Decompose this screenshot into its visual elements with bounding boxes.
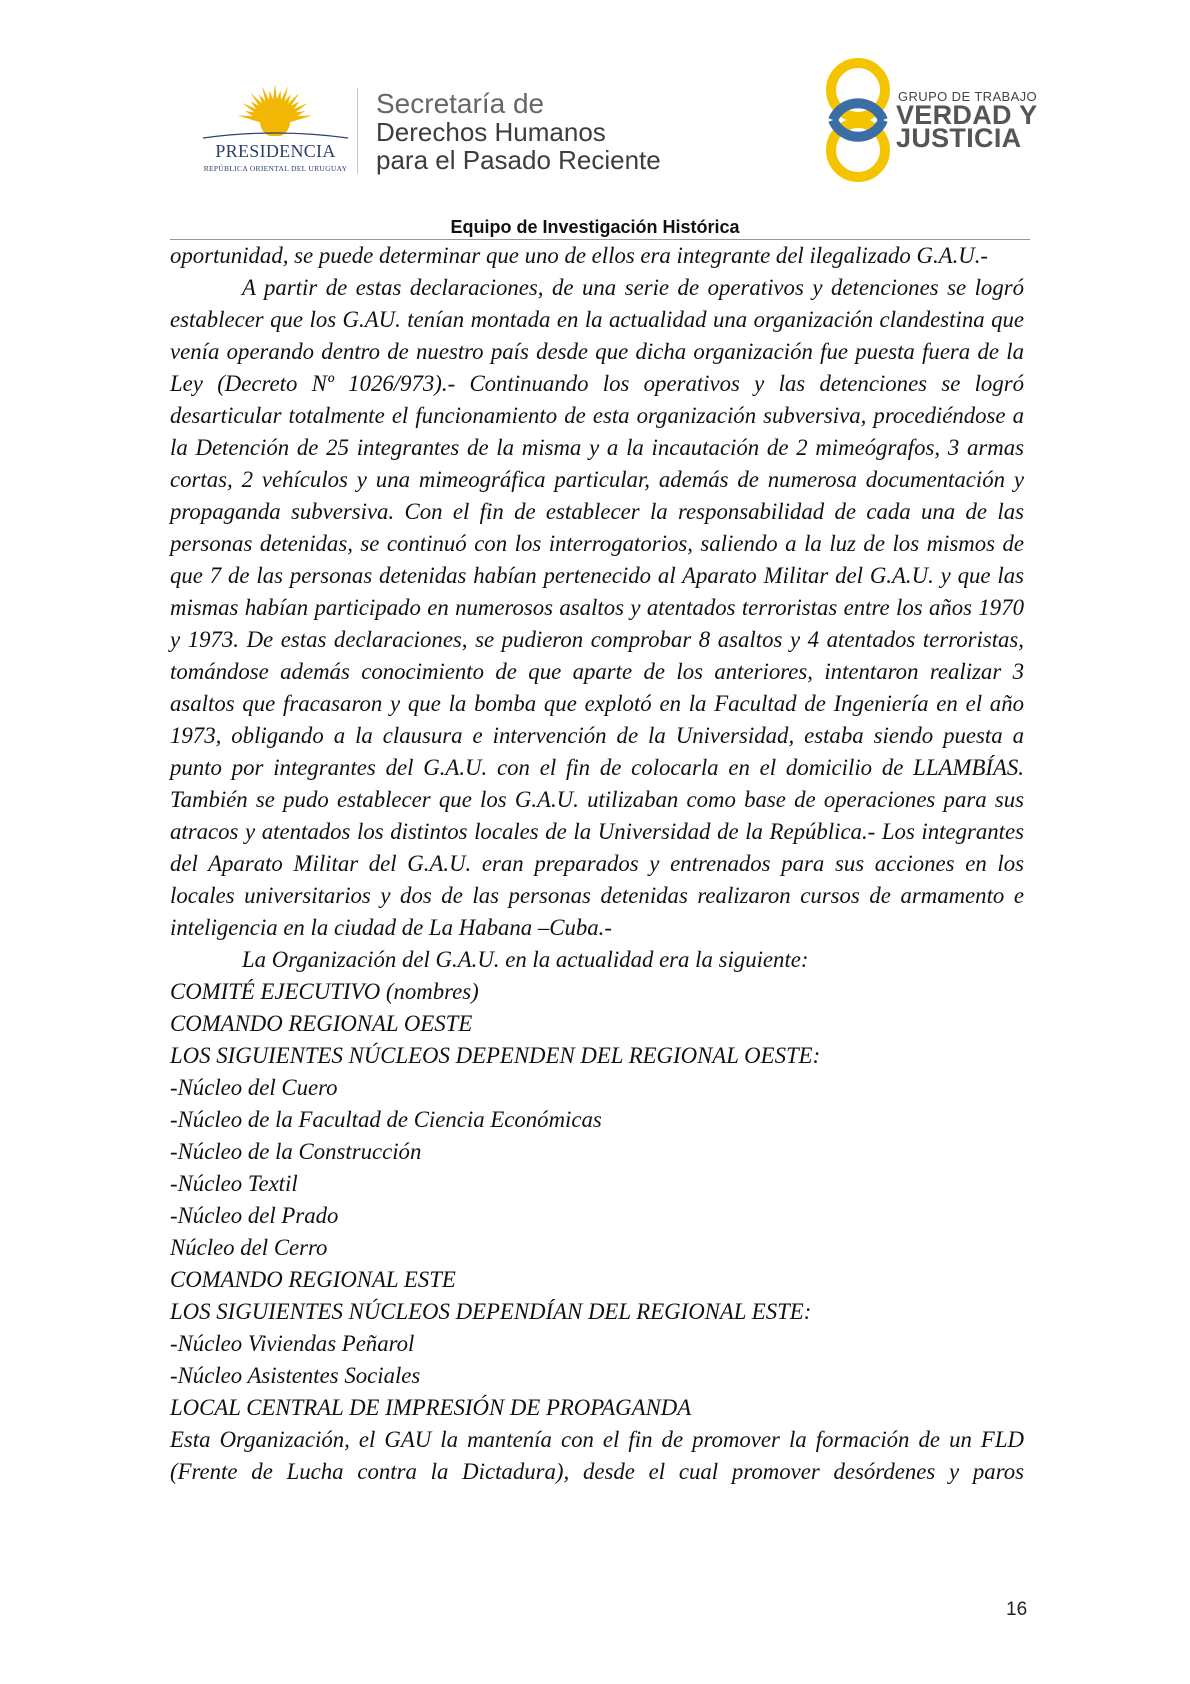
header-divider	[357, 88, 358, 174]
presidencia-sublabel: REPÚBLICA ORIENTAL DEL URUGUAY	[203, 164, 348, 173]
page-title: Equipo de Investigación Histórica	[450, 217, 740, 237]
paragraph-declaraciones: A partir de estas declaraciones, de una serie de operativos y detenciones se logró establecer que los G.AU. tenían montada en la actualidad una organización clandestina que venía operando dentro de nuestro país desde que dicha organización fue puesta fuera de la Ley (Decreto Nº 1026/973).- Continuando los operativos y las detenciones se logró desarticular totalmente el funcionamiento de esta organización subversiva, procediéndose a la Detención de 25 integrantes de la misma y a la incautación de 2 mimeógrafos, 3 armas cortas, 2 vehículos y una mimeográfica particular, además de numerosa documentación y propaganda subversiva. Con el fin de establecer la responsabilidad de cada una de las personas detenidas, se continuó con los interrogatorios, saliendo a la luz de los mismos de que 7 de las personas detenidas habían pertenecido al Aparato Militar del G.A.U. y que las mismas habían participado en numerosos asaltos y atentados terroristas entre los años 1970 y 1973. De estas declaraciones, se pudieron comprobar 8 asaltos y 4 atentados terroristas, tomándose además conocimiento de que aparte de los anteriores, intentaron realizar 3 asaltos que fracasaron y que la bomba que explotó en la Facultad de Ingeniería en el año 1973, obligando a la clausura e intervención de la Universidad, estaba siendo puesta a punto por integrantes del G.A.U. con el fin de colocarla en el domicilio de LLAMBÍAS. También se pudo establecer que los G.A.U. utilizaban como base de operaciones para sus atracos y atentados los distintos locales de la Universidad de la República.- Los integrantes del Aparato Militar del G.A.U. eran preparados y entrenados para sus acciones en los locales universitarios y dos de las personas detenidas realizaron cursos de armamento e inteligencia en la ciudad de La Habana –Cuba.-	[170, 275, 1024, 940]
org-line-nucleos-oeste-heading: LOS SIGUIENTES NÚCLEOS DEPENDEN DEL REGIONAL OESTE:	[170, 1043, 821, 1068]
org-line-nucleo-cuero: -Núcleo del Cuero	[170, 1075, 338, 1100]
paragraph-closing: Esta Organización, el GAU la mantenía con el fin de promover la formación de un FLD (Frente de Lucha contra la Dictadura), desde el cual promover desórdenes y paros	[170, 1427, 1024, 1484]
org-line-nucleos-este-heading: LOS SIGUIENTES NÚCLEOS DEPENDÍAN DEL REGIONAL ESTE:	[170, 1299, 812, 1324]
org-line-nucleo-cerro: Núcleo del Cerro	[170, 1235, 328, 1260]
paragraph-continuation: oportunidad, se puede determinar que uno de ellos era integrante del ilegalizado G.A.U.-	[170, 243, 989, 268]
org-line-comando-oeste: COMANDO REGIONAL OESTE	[170, 1011, 473, 1036]
grupo-title-line1: VERDAD Y	[896, 100, 1038, 130]
secretaria-line1: Secretaría de	[376, 88, 545, 119]
secretaria-line3: para el Pasado Reciente	[376, 145, 661, 175]
org-line-local-central: LOCAL CENTRAL DE IMPRESIÓN DE PROPAGANDA	[170, 1395, 692, 1420]
grupo-label: GRUPO DE TRABAJO	[898, 89, 1038, 104]
org-line-nucleo-asistentes-sociales: -Núcleo Asistentes Sociales	[170, 1363, 421, 1388]
secretaria-logo-text	[376, 90, 661, 174]
org-line-nucleo-prado: -Núcleo del Prado	[170, 1203, 339, 1228]
presidencia-label: PRESIDENCIA	[215, 141, 336, 161]
org-line-nucleo-construccion: -Núcleo de la Construcción	[170, 1139, 422, 1164]
org-line-nucleo-viviendas-penarol: -Núcleo Viviendas Peñarol	[170, 1331, 415, 1356]
org-line-comite: COMITÉ EJECUTIVO (nombres)	[170, 979, 479, 1004]
secretaria-line2: Derechos Humanos	[376, 117, 606, 147]
org-line-nucleo-textil: -Núcleo Textil	[170, 1171, 298, 1196]
document-body	[170, 240, 1024, 1488]
org-intro-line: La Organización del G.A.U. en la actualidad era la siguiente:	[242, 947, 809, 972]
header	[0, 0, 1190, 200]
grupo-title-line2: JUSTICIA	[896, 123, 1022, 153]
org-line-comando-este: COMANDO REGIONAL ESTE	[170, 1267, 456, 1292]
org-line-nucleo-ciencias-economicas: -Núcleo de la Facultad de Ciencia Económicas	[170, 1107, 602, 1132]
page-number: 16	[1006, 1599, 1028, 1620]
verdad-justicia-rings-logo	[818, 56, 898, 184]
